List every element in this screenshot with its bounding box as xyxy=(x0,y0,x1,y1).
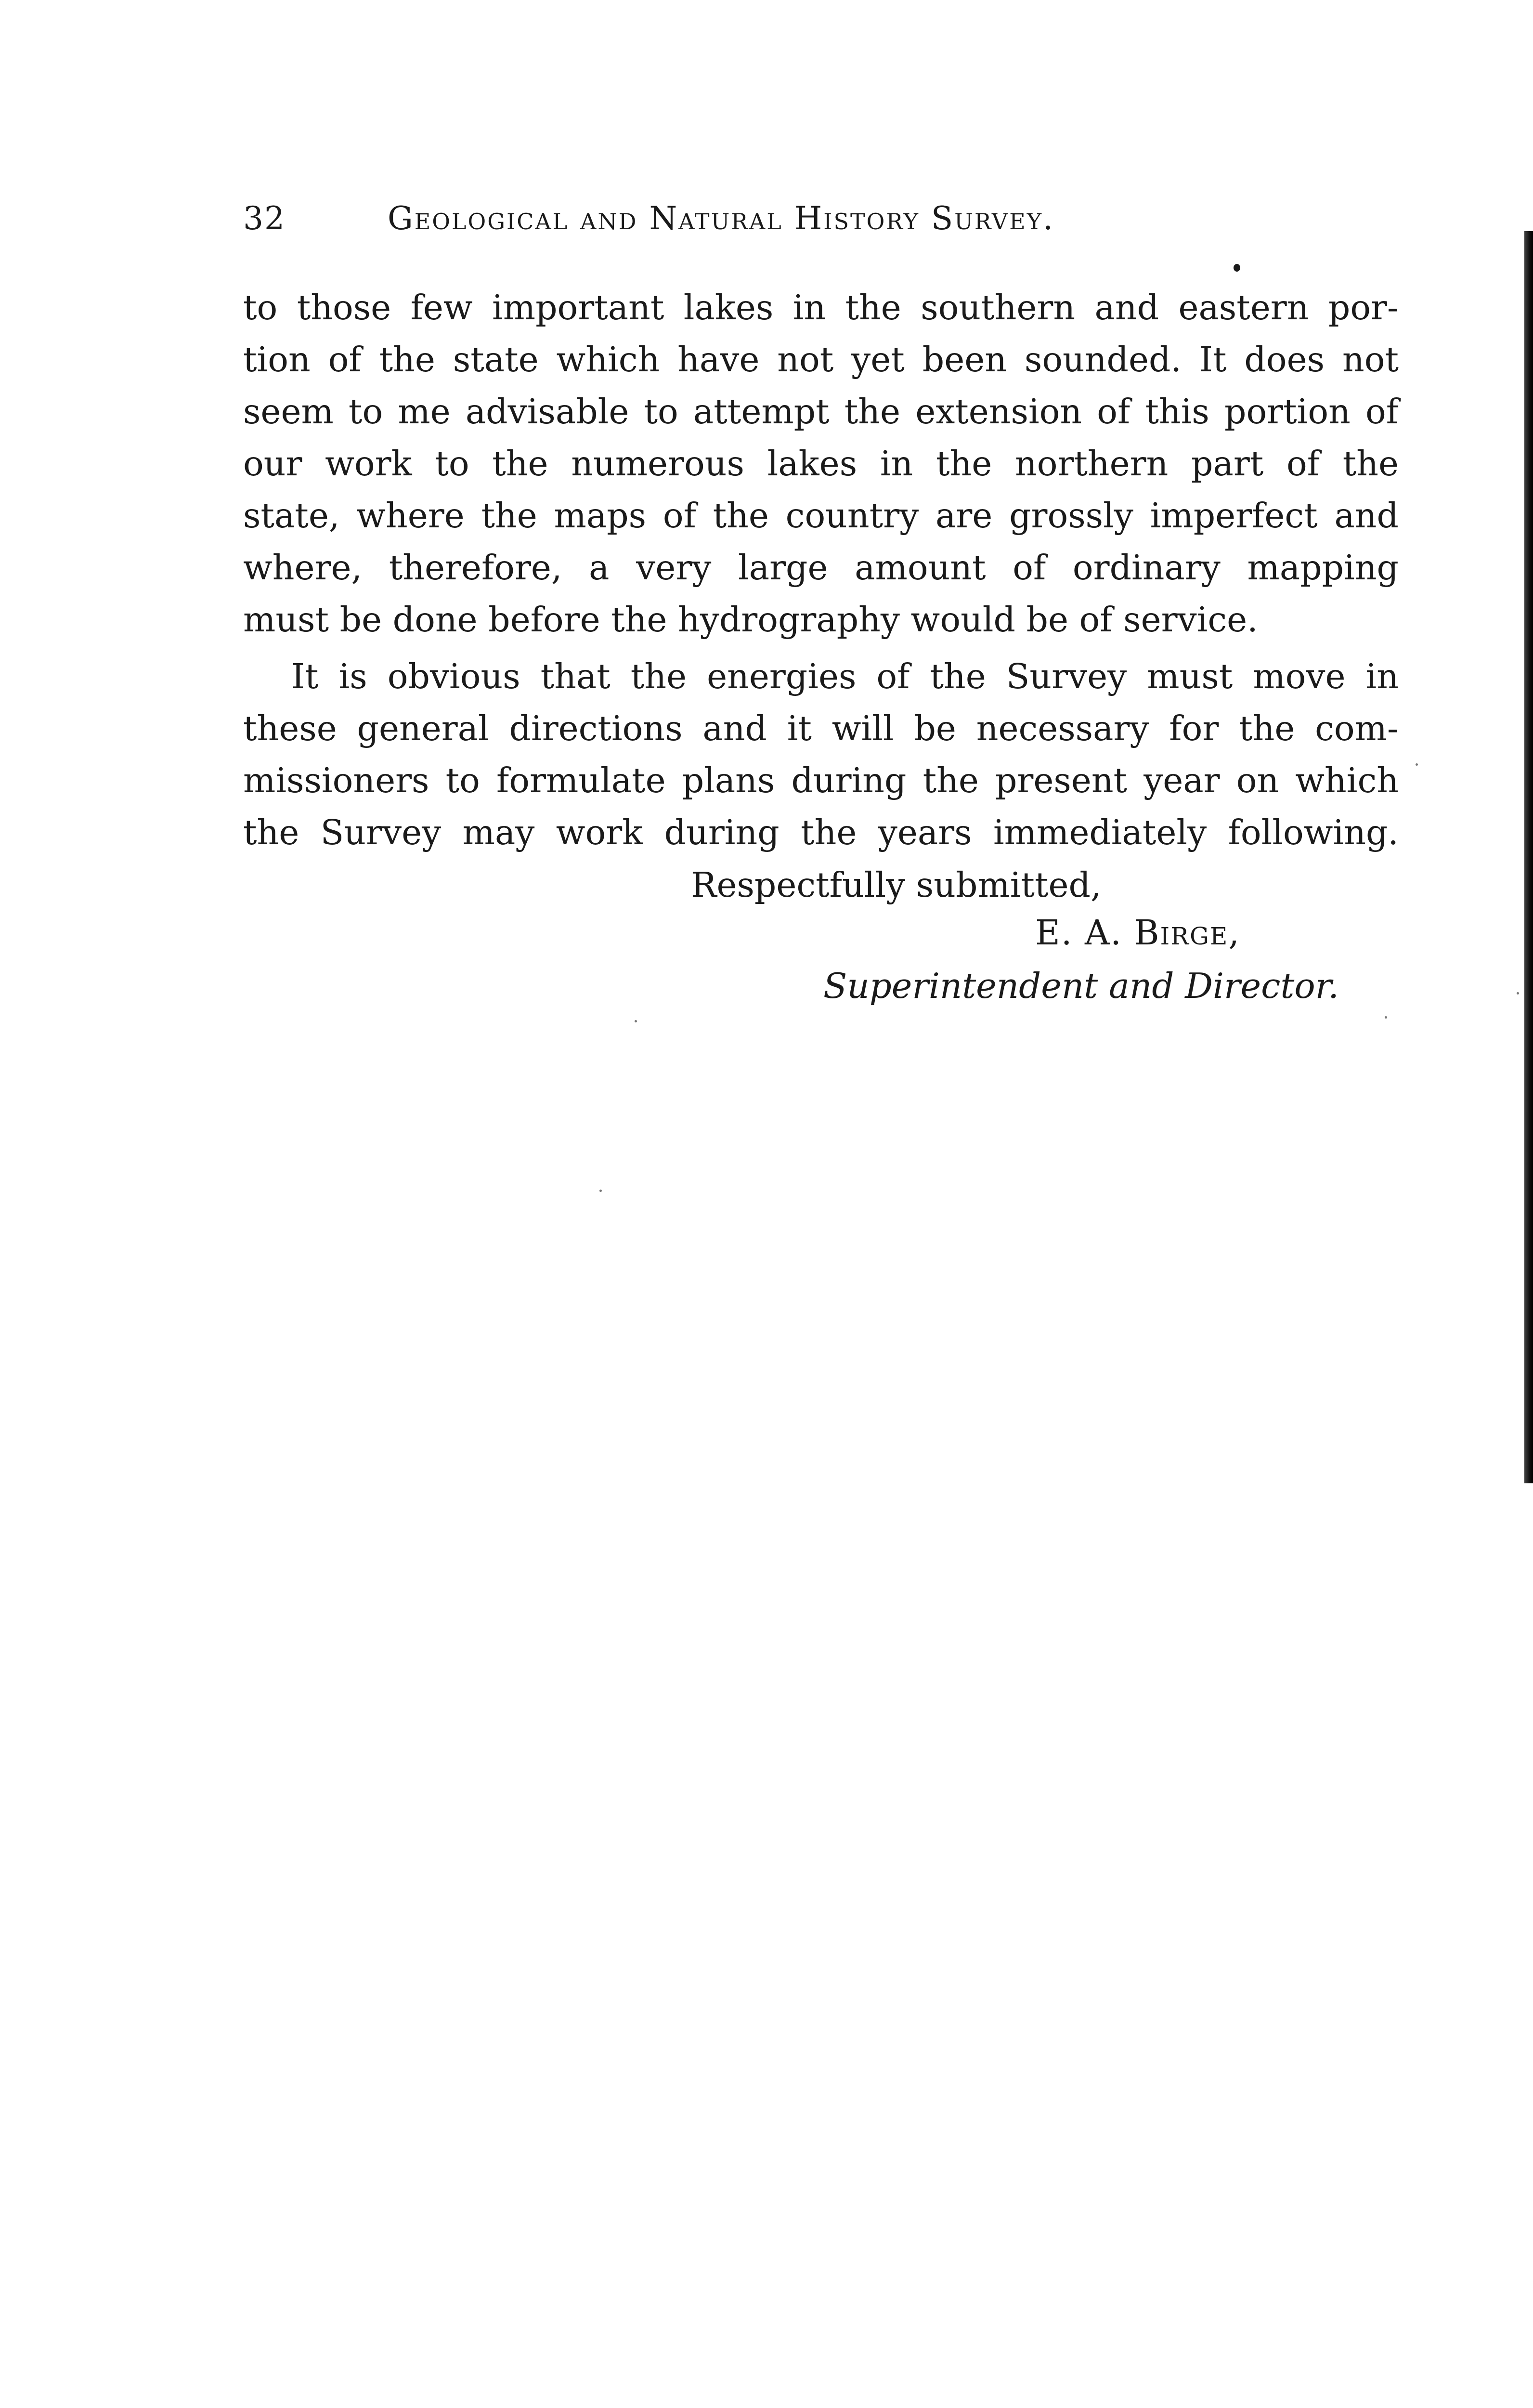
text-line: missioners to formulate plans during the present year on which xyxy=(243,760,1399,800)
text-line: It is obvious that the energies of the Survey must move in xyxy=(291,656,1399,696)
text-line: to those few important lakes in the southern and eastern por- xyxy=(243,288,1399,327)
valediction: Respectfully submitted, xyxy=(691,865,1102,905)
scan-speck xyxy=(1416,763,1418,766)
page-number: 32 xyxy=(243,200,286,237)
text-line: the Survey may work during the years immediately following. xyxy=(243,812,1399,852)
paragraph-1 xyxy=(243,282,1399,646)
running-head xyxy=(243,200,1278,243)
scan-speck xyxy=(1385,1016,1387,1019)
scan-speck xyxy=(635,1020,637,1022)
signatory-name-text: E. A. Birge, xyxy=(1035,913,1240,953)
scan-speck xyxy=(1517,992,1519,995)
ink-mark xyxy=(1234,264,1240,272)
signatory-name xyxy=(1035,913,1240,953)
scan-binding-edge xyxy=(1524,231,1533,1483)
text-line: must be done before the hydrography would be of service. xyxy=(243,600,1258,640)
text-line: our work to the numerous lakes in the northern part of the xyxy=(243,444,1399,484)
text-line: tion of the state which have not yet been sounded. It does not xyxy=(243,340,1399,380)
paragraph-2 xyxy=(243,651,1399,859)
signatory-title: Superintendent and Director. xyxy=(823,966,1339,1006)
scan-speck xyxy=(599,1190,602,1192)
running-title: Geological and Natural History Survey. xyxy=(388,200,1055,237)
body-text xyxy=(243,282,1399,859)
text-line: seem to me advisable to attempt the extension of this portion of xyxy=(243,392,1399,432)
text-line: these general directions and it will be necessary for the com- xyxy=(243,708,1399,748)
text-line: where, therefore, a very large amount of ordinary mapping xyxy=(243,548,1399,588)
text-line: state, where the maps of the country are grossly imperfect and xyxy=(243,496,1399,536)
